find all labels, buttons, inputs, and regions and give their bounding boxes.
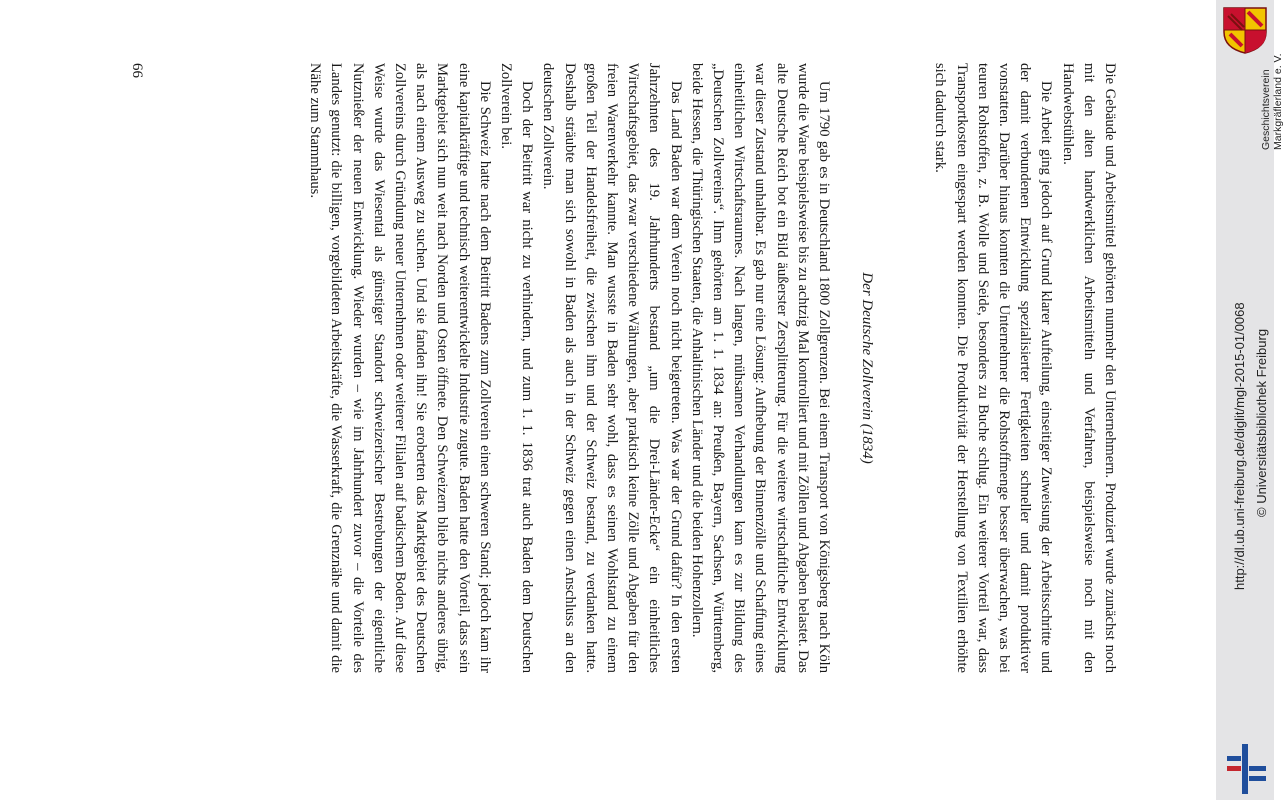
- paragraph: Die Schweiz hatte nach dem Beitritt Badens zum Zollverein einen schweren Stand; jedoch kam ihr eine kapitalkräftige und technisch weiterentwickelte Industrie zugute. Baden hatte den Vorteil, dass sein Marktgebiet sich nun weit nach Norden und Osten öffnete. Den Schweizern blieb nichts anderes übrig, als nach einem Ausweg zu suchen. Und sie fanden ihn! Sie eroberten das Marktgebiet des Deutschen Zollvereins durch Gründung neuer Unternehmen oder weiterer Filialen auf badischem Boden. Auf diese Weise wurde das Wiesental als günstiger Standort schweizerischer Bestrebungen der eigentliche Nutznießer der neuen Entwicklung. Wieder wurden – wie im Jahrhundert zuvor – die Vorteile des Landes genutzt: die billigen, vorgebildeten Arbeitskräfte, die Wasserkraft, die Grenznähe und damit die Nähe zum Stammhaus.: [307, 63, 493, 673]
- coat-of-arms-icon: [1222, 6, 1268, 54]
- paragraph: Das Land Baden war dem Verein noch nicht beigetreten. Was war der Grund dafür? In den ersten Jahrzehnten des 19. Jahrhunderts bestand „um die Drei-Länder-Ecke“ ein einheitliches Wirtschaftsgebiet, das zwar verschiedene Währungen, aber praktisch keine Zölle und Abgaben für den freien Warenverkehr kannte. Man wusste in Baden sehr wohl, dass es seinen Wohlstand zu einem großen Teil der Handelsfreiheit, die zwischen ihm und der Schweiz bestand, zu verdanken hatte. Deshalb sträubte man sich sowohl in Baden als auch in der Schweiz gegen einen Anschluss an den deutschen Zollverein.: [540, 63, 684, 673]
- paragraph: Doch der Beitritt war nicht zu verhindern, und zum 1. 1. 1836 trat auch Baden dem Deutschen Zollverein bei.: [497, 63, 536, 673]
- university-library-logo-icon: [1224, 744, 1268, 794]
- paragraph: Die Arbeit ging jedoch auf Grund klarer Aufteilung, einseitiger Zuweisung der Arbeitsschritte und der damit verbundenen Entwicklung spezialisierter Fertigkeiten schneller und damit produktiver vonstatten. Darüber hinaus konnten die Unternehmer die Rohstoffmenge besser überwachen, was bei teuren Rohstoffen, z. B. Wolle und Seide, besonders zu Buche schlug. Ein weiterer Vorteil war, dass Transportkosten eingespart werden konnten. Die Produktivität der Herstellung von Textilien erhöhte sich dadurch stark.: [932, 63, 1055, 673]
- text-block-top: [929, 63, 1120, 673]
- text-block-main: [304, 63, 834, 673]
- rotated-page-content: [110, 63, 1120, 673]
- section-heading: Der Deutsche Zollverein (1834): [859, 272, 875, 464]
- org-name-line1: Geschichtsverein: [1260, 69, 1272, 150]
- page-number: 66: [129, 63, 145, 78]
- permalink-url[interactable]: http://dl.ub.uni-freiburg.de/diglit/mgl-2015-01/0068: [1232, 302, 1247, 590]
- paragraph: Um 1790 gab es in Deutschland 1800 Zollgrenzen. Bei einem Transport von Königsberg nach Köln wurde die Ware beispielsweise bis zu achtzig Mal kontrolliert und mit Zöllen und Abgaben belastet. Das alte Deutsche Reich bot ein Bild äußerster Zersplitterung. Für die weitere wirtschaftliche Entwicklung war dieser Zustand unhaltbar. Es gab nur eine Lösung: Aufhebung der Binnenzölle und Schaffung eines einheitlichen Wirtschaftsraumes. Nach langen, mühsamen Verhandlungen kam es zur Bildung des „Deutschen Zollvereins“. Ihm gehörten am 1. 1. 1834 an: Preußen, Bayern, Sachsen, Württemberg, beide Hessen, die Thüringischen Staaten, die Anhaltinischen Länder und die beiden Hohenzollern.: [688, 63, 832, 673]
- paragraph: Die Gebäude und Arbeitsmittel gehörten nunmehr den Unternehmern. Produziert wurde zunächst noch mit den alten handwerklichen Arbeitsmitteln und Verfahren, beispielsweise noch mit den Handwebstühlen.: [1059, 63, 1118, 673]
- org-name-line2: Markgräflerland e. V.: [1272, 53, 1284, 150]
- copyright-notice: © Universitätsbibliothek Freiburg: [1254, 328, 1269, 517]
